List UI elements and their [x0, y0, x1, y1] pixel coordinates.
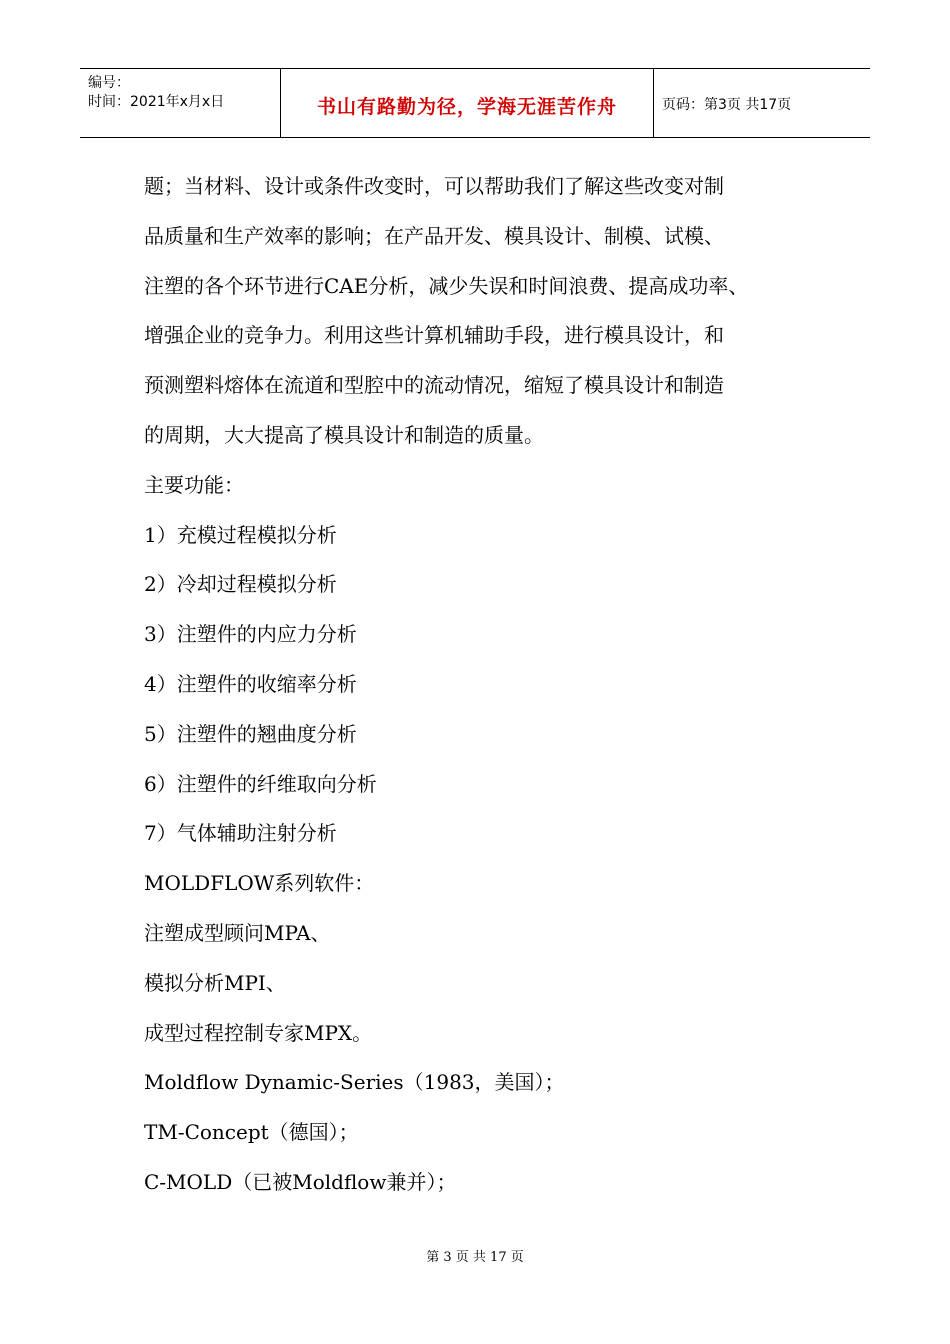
- list-item: 7）气体辅助注射分析: [144, 821, 337, 846]
- list-item: 2）冷却过程模拟分析: [144, 572, 337, 597]
- body-line: 注塑的各个环节进行CAE分析，减少失误和时间浪费、提高成功率、: [144, 273, 749, 298]
- list-item: 5）注塑件的翘曲度分析: [144, 721, 357, 746]
- body-line: 题；当材料、设计或条件改变时，可以帮助我们了解这些改变对制: [144, 174, 724, 198]
- list-item: 4）注塑件的收缩率分析: [144, 671, 357, 696]
- number-label: 编号：: [88, 75, 130, 91]
- body-line: C-MOLD（已被Moldflow兼并）；: [144, 1169, 457, 1194]
- body-line: 模拟分析MPI、: [144, 970, 286, 995]
- header-motto-cell: [281, 69, 654, 137]
- page-header: [80, 68, 870, 138]
- body-line: Moldflow Dynamic-Series（1983，美国）；: [144, 1070, 565, 1095]
- list-item: 3）注塑件的内应力分析: [144, 622, 357, 647]
- header-page-info: 页码：第3页 共17页: [662, 97, 792, 113]
- header-meta-cell: [80, 69, 281, 137]
- body-line: 预测塑料熔体在流道和型腔中的流动情况，缩短了模具设计和制造: [144, 373, 724, 398]
- body-line: 成型过程控制专家MPX。: [144, 1020, 373, 1045]
- page-footer: 第 3 页 共 17 页: [426, 1250, 524, 1265]
- body-line: 注塑成型顾问MPA、: [144, 920, 331, 945]
- header-motto: 书山有路勤为径，学海无涯苦作舟: [316, 96, 617, 118]
- section-heading: MOLDFLOW系列软件：: [144, 871, 375, 896]
- body-line: 增强企业的竞争力。利用这些计算机辅助手段，进行模具设计，和: [144, 323, 724, 348]
- section-heading: 主要功能：: [144, 472, 244, 497]
- document-body: [144, 162, 834, 1208]
- list-item: 6）注塑件的纤维取向分析: [144, 771, 377, 796]
- date-label: 时间：2021年x月x日: [88, 94, 225, 110]
- body-line: 品质量和生产效率的影响；在产品开发、模具设计、制模、试模、: [144, 223, 724, 248]
- list-item: 1）充模过程模拟分析: [144, 522, 337, 547]
- header-page-cell: [654, 69, 870, 137]
- body-line: TM-Concept（德国）；: [144, 1120, 359, 1145]
- body-line: 的周期，大大提高了模具设计和制造的质量。: [144, 422, 544, 447]
